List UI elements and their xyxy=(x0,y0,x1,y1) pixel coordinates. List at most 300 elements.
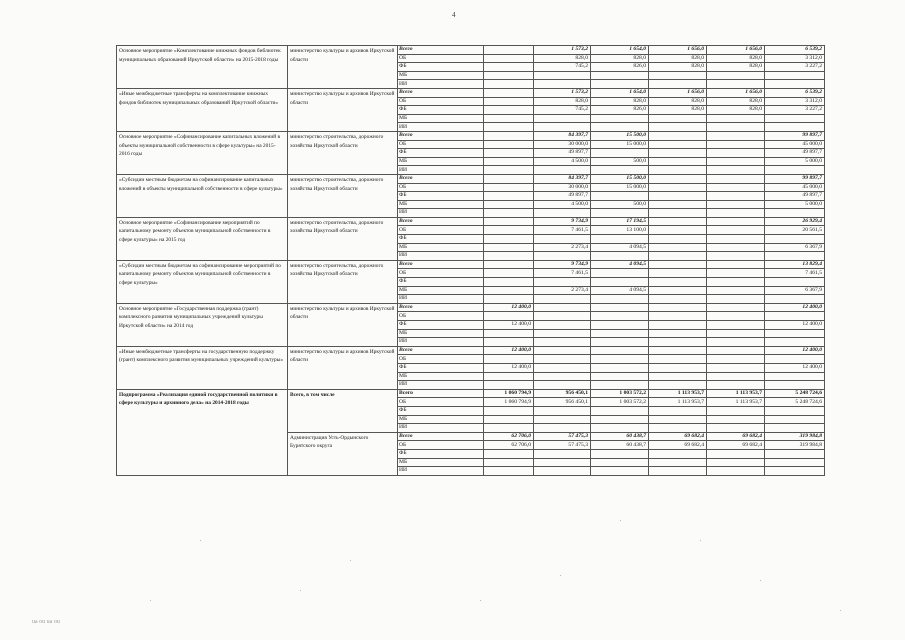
amount-cell xyxy=(484,183,534,192)
funding-source-cell: МБ xyxy=(398,458,484,467)
amount-cell: 15 000,0 xyxy=(591,140,649,149)
amount-cell xyxy=(765,114,825,123)
amount-cell: 828,0 xyxy=(591,97,649,106)
amount-cell xyxy=(707,260,765,269)
amount-cell xyxy=(707,226,765,235)
amount-cell xyxy=(649,338,707,347)
amount-cell xyxy=(707,467,765,476)
amount-cell: 30 000,0 xyxy=(534,183,591,192)
amount-cell xyxy=(534,338,591,347)
amount-cell xyxy=(591,329,649,338)
amount-cell xyxy=(484,123,534,132)
amount-cell xyxy=(534,209,591,218)
amount-cell xyxy=(534,278,591,287)
amount-cell xyxy=(484,97,534,106)
amount-cell xyxy=(591,467,649,476)
amount-cell: 15 500,0 xyxy=(591,174,649,183)
measure-description: «Субсидии местным бюджетам на софинансирование мероприятий по капитальному ремонту объектов муниципальной собственности в сфере культуры» xyxy=(117,260,288,303)
executor-cell: министерство культуры и архивов Иркутской области xyxy=(288,346,398,389)
table-row xyxy=(117,131,825,140)
funding-source-cell: МБ xyxy=(398,372,484,381)
amount-cell: 12 400,0 xyxy=(484,346,534,355)
amount-cell xyxy=(707,406,765,415)
funding-source-cell: ОБ xyxy=(398,97,484,106)
amount-cell: 69 682,4 xyxy=(649,441,707,450)
amount-cell: 828,0 xyxy=(649,106,707,115)
amount-cell xyxy=(484,329,534,338)
amount-cell xyxy=(649,252,707,261)
amount-cell xyxy=(484,286,534,295)
amount-cell xyxy=(591,166,649,175)
funding-source-cell: МБ xyxy=(398,329,484,338)
amount-cell xyxy=(591,192,649,201)
scan-speck xyxy=(200,540,201,541)
amount-cell xyxy=(534,406,591,415)
amount-cell: 99 897,7 xyxy=(765,131,825,140)
amount-cell xyxy=(649,166,707,175)
amount-cell xyxy=(707,217,765,226)
amount-cell xyxy=(707,415,765,424)
amount-cell: 500,0 xyxy=(591,200,649,209)
amount-cell: 13 829,4 xyxy=(765,260,825,269)
amount-cell xyxy=(649,140,707,149)
amount-cell xyxy=(534,123,591,132)
amount-cell xyxy=(707,424,765,433)
amount-cell: 49 897,7 xyxy=(534,149,591,158)
amount-cell xyxy=(484,449,534,458)
amount-cell xyxy=(649,131,707,140)
amount-cell xyxy=(484,424,534,433)
scan-speck xyxy=(150,600,151,601)
amount-cell xyxy=(649,174,707,183)
amount-cell: 57 475,3 xyxy=(534,432,591,441)
scan-speck xyxy=(700,540,701,541)
amount-cell xyxy=(591,295,649,304)
funding-source-cell: ИИ xyxy=(398,209,484,218)
amount-cell xyxy=(534,363,591,372)
amount-cell: 828,0 xyxy=(591,54,649,63)
measure-description: «Иные межбюджетные трансферты на государственную поддержку (грант) комплексного развития муниципальных учреждений культуры» xyxy=(117,346,288,389)
amount-cell xyxy=(484,63,534,72)
amount-cell: 60 438,7 xyxy=(591,441,649,450)
budget-table-body xyxy=(117,46,825,476)
amount-cell: 49 897,7 xyxy=(765,149,825,158)
amount-cell xyxy=(707,303,765,312)
amount-cell: 7 461,5 xyxy=(765,269,825,278)
amount-cell xyxy=(484,312,534,321)
amount-cell xyxy=(591,338,649,347)
scan-speck xyxy=(620,520,621,521)
funding-source-cell: Всего xyxy=(398,174,484,183)
amount-cell xyxy=(707,372,765,381)
funding-source-cell: Всего xyxy=(398,389,484,398)
amount-cell: 3 227,2 xyxy=(765,106,825,115)
amount-cell xyxy=(765,123,825,132)
amount-cell: 319 984,8 xyxy=(765,441,825,450)
amount-cell xyxy=(765,235,825,244)
amount-cell xyxy=(484,372,534,381)
funding-source-cell: Всего xyxy=(398,346,484,355)
amount-cell xyxy=(707,200,765,209)
amount-cell xyxy=(765,458,825,467)
funding-source-cell: ОБ xyxy=(398,441,484,450)
amount-cell: 30 000,0 xyxy=(534,140,591,149)
amount-cell: 826,0 xyxy=(591,63,649,72)
amount-cell xyxy=(484,243,534,252)
amount-cell: 319 984,8 xyxy=(765,432,825,441)
amount-cell xyxy=(534,355,591,364)
amount-cell: 49 897,7 xyxy=(534,192,591,201)
amount-cell xyxy=(591,424,649,433)
amount-cell xyxy=(649,71,707,80)
amount-cell: 1 654,0 xyxy=(591,46,649,55)
funding-source-cell: Всего xyxy=(398,217,484,226)
amount-cell xyxy=(707,140,765,149)
amount-cell: 828,0 xyxy=(534,54,591,63)
amount-cell: 7 461,5 xyxy=(534,226,591,235)
amount-cell xyxy=(765,278,825,287)
amount-cell: 745,2 xyxy=(534,63,591,72)
amount-cell xyxy=(591,406,649,415)
amount-cell: 6 367,9 xyxy=(765,243,825,252)
funding-source-cell: МБ xyxy=(398,157,484,166)
amount-cell: 745,2 xyxy=(534,106,591,115)
amount-cell: 1 003 572,2 xyxy=(591,389,649,398)
funding-source-cell: ФБ xyxy=(398,278,484,287)
amount-cell xyxy=(649,381,707,390)
amount-cell xyxy=(649,235,707,244)
amount-cell xyxy=(534,321,591,330)
table-row xyxy=(117,46,825,55)
amount-cell xyxy=(707,243,765,252)
amount-cell: 1 113 953,7 xyxy=(649,389,707,398)
amount-cell xyxy=(707,235,765,244)
amount-cell xyxy=(649,406,707,415)
amount-cell xyxy=(484,192,534,201)
table-row xyxy=(117,217,825,226)
executor-cell: министерство строительства, дорожного хозяйства Иркутской области xyxy=(288,217,398,260)
amount-cell: 4 094,5 xyxy=(591,243,649,252)
amount-cell xyxy=(707,458,765,467)
amount-cell xyxy=(534,381,591,390)
amount-cell xyxy=(534,252,591,261)
amount-cell xyxy=(649,458,707,467)
table-row xyxy=(117,88,825,97)
amount-cell: 6 539,2 xyxy=(765,88,825,97)
footer-scrap: ua ou ua ou xyxy=(32,619,60,625)
funding-source-cell: ФБ xyxy=(398,321,484,330)
amount-cell: 6 367,9 xyxy=(765,286,825,295)
amount-cell: 2 273,4 xyxy=(534,243,591,252)
funding-source-cell: Всего xyxy=(398,432,484,441)
amount-cell xyxy=(534,235,591,244)
amount-cell xyxy=(484,235,534,244)
amount-cell xyxy=(484,71,534,80)
amount-cell: 1 113 953,7 xyxy=(649,398,707,407)
amount-cell: 84 397,7 xyxy=(534,174,591,183)
amount-cell xyxy=(484,80,534,89)
amount-cell: 5 248 724,6 xyxy=(765,389,825,398)
amount-cell xyxy=(484,46,534,55)
amount-cell: 5 248 724,6 xyxy=(765,398,825,407)
amount-cell: 6 539,2 xyxy=(765,46,825,55)
funding-source-cell: ОБ xyxy=(398,312,484,321)
amount-cell xyxy=(534,329,591,338)
amount-cell: 826,0 xyxy=(591,106,649,115)
amount-cell xyxy=(707,346,765,355)
amount-cell: 12 400,0 xyxy=(484,303,534,312)
funding-source-cell: ИИ xyxy=(398,166,484,175)
amount-cell xyxy=(484,381,534,390)
amount-cell: 1 656,0 xyxy=(649,88,707,97)
executor-cell: министерство культуры и архивов Иркутской области xyxy=(288,303,398,346)
amount-cell xyxy=(649,329,707,338)
amount-cell xyxy=(534,312,591,321)
amount-cell xyxy=(765,355,825,364)
amount-cell xyxy=(707,166,765,175)
amount-cell xyxy=(707,355,765,364)
amount-cell: 828,0 xyxy=(534,97,591,106)
amount-cell: 49 897,7 xyxy=(765,192,825,201)
amount-cell xyxy=(534,114,591,123)
amount-cell xyxy=(649,192,707,201)
amount-cell: 5 000,0 xyxy=(765,157,825,166)
amount-cell xyxy=(484,338,534,347)
amount-cell: 4 500,0 xyxy=(534,157,591,166)
amount-cell xyxy=(484,269,534,278)
amount-cell xyxy=(707,123,765,132)
amount-cell: 4 094,5 xyxy=(591,260,649,269)
amount-cell: 3 312,0 xyxy=(765,97,825,106)
amount-cell: 12 400,0 xyxy=(765,363,825,372)
funding-source-cell: ОБ xyxy=(398,269,484,278)
amount-cell xyxy=(484,260,534,269)
amount-cell: 15 000,0 xyxy=(591,183,649,192)
scan-speck xyxy=(300,590,301,591)
amount-cell: 26 929,4 xyxy=(765,217,825,226)
amount-cell xyxy=(484,131,534,140)
amount-cell xyxy=(649,286,707,295)
amount-cell: 15 500,0 xyxy=(591,131,649,140)
amount-cell: 9 734,9 xyxy=(534,260,591,269)
amount-cell xyxy=(649,363,707,372)
amount-cell: 1 656,0 xyxy=(707,88,765,97)
amount-cell: 45 000,0 xyxy=(765,140,825,149)
amount-cell xyxy=(534,449,591,458)
amount-cell xyxy=(649,243,707,252)
amount-cell xyxy=(707,131,765,140)
amount-cell xyxy=(484,54,534,63)
amount-cell xyxy=(649,200,707,209)
amount-cell xyxy=(534,415,591,424)
amount-cell: 4 500,0 xyxy=(534,200,591,209)
funding-source-cell: ИИ xyxy=(398,338,484,347)
amount-cell: 828,0 xyxy=(707,97,765,106)
amount-cell xyxy=(707,321,765,330)
funding-source-cell: Всего xyxy=(398,131,484,140)
amount-cell: 69 682,4 xyxy=(707,441,765,450)
amount-cell xyxy=(534,166,591,175)
amount-cell: 12 400,0 xyxy=(765,303,825,312)
funding-source-cell: Всего xyxy=(398,303,484,312)
amount-cell: 828,0 xyxy=(649,97,707,106)
funding-source-cell: МБ xyxy=(398,286,484,295)
amount-cell: 12 400,0 xyxy=(484,363,534,372)
amount-cell xyxy=(484,355,534,364)
amount-cell: 956 450,1 xyxy=(534,398,591,407)
amount-cell xyxy=(707,381,765,390)
executor-cell: министерство культуры и архивов Иркутской области xyxy=(288,46,398,89)
amount-cell xyxy=(591,114,649,123)
amount-cell xyxy=(591,346,649,355)
table-row xyxy=(117,346,825,355)
amount-cell xyxy=(707,363,765,372)
amount-cell xyxy=(484,415,534,424)
amount-cell xyxy=(484,166,534,175)
amount-cell xyxy=(649,114,707,123)
amount-cell xyxy=(765,312,825,321)
amount-cell: 828,0 xyxy=(707,106,765,115)
amount-cell xyxy=(484,106,534,115)
amount-cell: 69 682,4 xyxy=(649,432,707,441)
executor-cell: министерство строительства, дорожного хозяйства Иркутской области xyxy=(288,131,398,174)
amount-cell xyxy=(707,209,765,218)
amount-cell xyxy=(707,149,765,158)
amount-cell xyxy=(649,149,707,158)
measure-description: «Иные межбюджетные трансферты на комплектование книжных фондов библиотек муниципальных образований Иркутской области» xyxy=(117,88,288,131)
amount-cell xyxy=(591,415,649,424)
funding-source-cell: Всего xyxy=(398,88,484,97)
amount-cell xyxy=(765,80,825,89)
amount-cell xyxy=(591,278,649,287)
amount-cell xyxy=(649,372,707,381)
funding-source-cell: ФБ xyxy=(398,406,484,415)
amount-cell xyxy=(484,174,534,183)
funding-source-cell: ОБ xyxy=(398,398,484,407)
amount-cell xyxy=(707,269,765,278)
amount-cell: 7 461,5 xyxy=(534,269,591,278)
amount-cell xyxy=(707,174,765,183)
amount-cell xyxy=(649,415,707,424)
amount-cell xyxy=(649,217,707,226)
amount-cell xyxy=(534,458,591,467)
executor-cell: Всего, в том числе xyxy=(288,389,398,432)
amount-cell: 1 060 794,9 xyxy=(484,398,534,407)
amount-cell xyxy=(591,80,649,89)
amount-cell: 1 113 953,7 xyxy=(707,389,765,398)
amount-cell xyxy=(591,321,649,330)
table-row xyxy=(117,303,825,312)
measure-description: Основное мероприятие «Комплектование книжных фондов библиотек муниципальных образований Иркутской области» на 2015-2018 годы xyxy=(117,46,288,89)
amount-cell xyxy=(765,338,825,347)
amount-cell xyxy=(591,123,649,132)
amount-cell xyxy=(765,329,825,338)
amount-cell: 60 438,7 xyxy=(591,432,649,441)
amount-cell xyxy=(765,252,825,261)
funding-source-cell: Всего xyxy=(398,46,484,55)
amount-cell xyxy=(765,71,825,80)
funding-source-cell: ФБ xyxy=(398,106,484,115)
amount-cell xyxy=(484,406,534,415)
amount-cell xyxy=(591,149,649,158)
funding-source-cell: ФБ xyxy=(398,149,484,158)
amount-cell xyxy=(591,458,649,467)
funding-source-cell: МБ xyxy=(398,71,484,80)
amount-cell: 45 000,0 xyxy=(765,183,825,192)
amount-cell xyxy=(649,295,707,304)
funding-source-cell: ИИ xyxy=(398,80,484,89)
amount-cell: 828,0 xyxy=(707,54,765,63)
amount-cell: 1 060 794,9 xyxy=(484,389,534,398)
amount-cell xyxy=(765,372,825,381)
measure-description: Основное мероприятие «Софинансирование капитальных вложений в объекты муниципальной собственности в сфере культуры» на 2015-2016 годы xyxy=(117,131,288,174)
amount-cell xyxy=(591,381,649,390)
amount-cell xyxy=(484,458,534,467)
amount-cell xyxy=(765,467,825,476)
amount-cell xyxy=(707,278,765,287)
amount-cell: 1 656,0 xyxy=(707,46,765,55)
amount-cell: 828,0 xyxy=(707,63,765,72)
amount-cell xyxy=(707,449,765,458)
amount-cell xyxy=(484,200,534,209)
funding-source-cell: ИИ xyxy=(398,424,484,433)
amount-cell xyxy=(534,424,591,433)
amount-cell xyxy=(765,406,825,415)
amount-cell xyxy=(649,183,707,192)
amount-cell: 12 400,0 xyxy=(765,346,825,355)
amount-cell xyxy=(649,80,707,89)
funding-source-cell: МБ xyxy=(398,243,484,252)
amount-cell xyxy=(591,449,649,458)
scan-speck xyxy=(560,575,561,576)
funding-source-cell: ФБ xyxy=(398,63,484,72)
amount-cell xyxy=(534,80,591,89)
amount-cell xyxy=(765,209,825,218)
funding-source-cell: ИИ xyxy=(398,381,484,390)
amount-cell xyxy=(765,381,825,390)
amount-cell xyxy=(591,269,649,278)
amount-cell xyxy=(591,71,649,80)
amount-cell xyxy=(484,278,534,287)
funding-source-cell: ОБ xyxy=(398,355,484,364)
amount-cell: 1 113 953,7 xyxy=(707,398,765,407)
amount-cell xyxy=(534,71,591,80)
amount-cell: 1 003 572,2 xyxy=(591,398,649,407)
amount-cell xyxy=(591,312,649,321)
amount-cell: 62 706,0 xyxy=(484,441,534,450)
measure-description: Основное мероприятие «Софинансирование мероприятий по капитальному ремонту объектов муниципальной собственности в сфере культуры» на 2015 год xyxy=(117,217,288,260)
amount-cell xyxy=(649,269,707,278)
amount-cell xyxy=(649,321,707,330)
measure-description: Основное мероприятие «Государственная поддержка (грант) комплексного развития муниципальных учреждений культуры Иркутской области» на 2014 год xyxy=(117,303,288,346)
amount-cell xyxy=(591,372,649,381)
amount-cell xyxy=(649,157,707,166)
amount-cell xyxy=(484,149,534,158)
amount-cell xyxy=(649,260,707,269)
amount-cell xyxy=(591,303,649,312)
amount-cell: 12 400,0 xyxy=(765,321,825,330)
amount-cell xyxy=(484,157,534,166)
funding-source-cell: МБ xyxy=(398,415,484,424)
amount-cell xyxy=(707,252,765,261)
funding-source-cell: ФБ xyxy=(398,192,484,201)
executor-cell: Администрация Усть-Ордынского Бурятского округа xyxy=(288,432,398,475)
amount-cell xyxy=(649,312,707,321)
amount-cell: 13 100,0 xyxy=(591,226,649,235)
amount-cell: 1 573,2 xyxy=(534,88,591,97)
amount-cell xyxy=(591,355,649,364)
amount-cell xyxy=(591,235,649,244)
